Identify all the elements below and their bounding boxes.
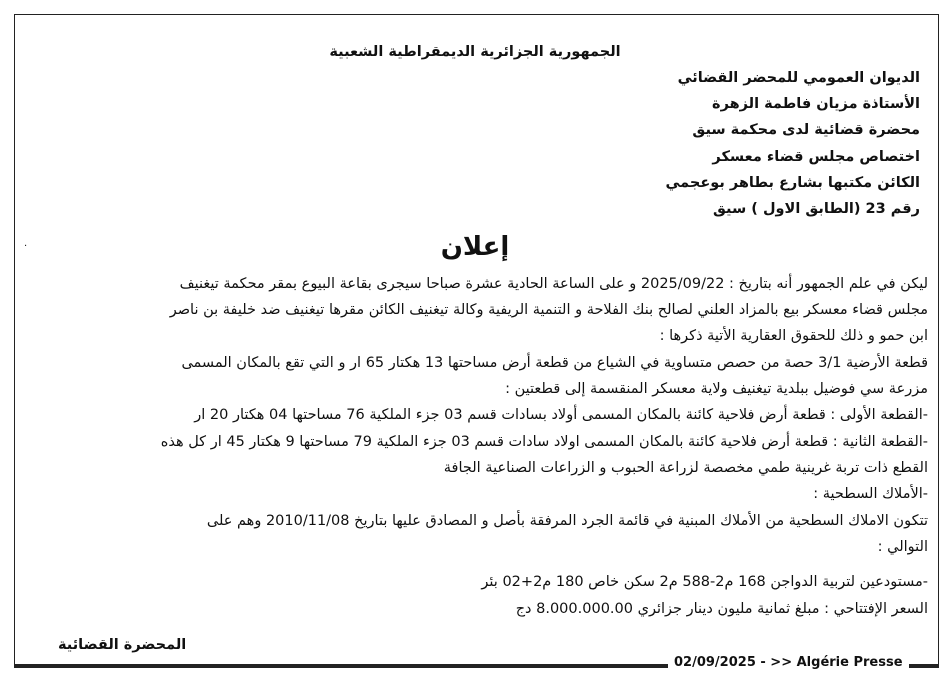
office-line-1: الديوان العمومي للمحضر القضائي bbox=[677, 70, 920, 86]
body-line-9: -الأملاك السطحية : bbox=[813, 486, 928, 502]
body-line-4: قطعة الأرضية 3/1 حصة من حصص متساوية في الشياع من قطعة أرض مساحتها 13 هكتار 65 ار و التي تقع بالمكان المسمى bbox=[181, 355, 928, 371]
announcement-title: إعلان bbox=[440, 232, 510, 262]
body-line-3: ابن حمو و ذلك للحقوق العقارية الأتية ذكرها : bbox=[659, 328, 928, 344]
stray-dot: · bbox=[24, 241, 28, 252]
office-line-3: محضرة قضائية لدى محكمة سيق bbox=[692, 122, 920, 138]
body-line-2: مجلس قضاء معسكر بيع بالمزاد العلني لصالح بنك الفلاحة و التنمية الريفية وكالة تيغنيف الكائن مقرها تيغنيف ضد خليفة بن ناصر bbox=[169, 302, 928, 318]
body-line-1: ليكن في علم الجمهور أنه بتاريخ : 2025/09/22 و على الساعة الحادية عشرة صباحا سيجرى بقاعة البيوع بمقر محكمة تيغنيف bbox=[179, 276, 928, 292]
office-line-4: اختصاص مجلس قضاء معسكر bbox=[712, 149, 920, 165]
body-line-10: تتكون الاملاك السطحية من الأملاك المبنية في قائمة الجرد المرفقة بأصل و المصادق عليها بتاريخ 2010/11/08 وهم على bbox=[206, 513, 928, 529]
office-line-6: رقم 23 (الطابق الاول ) سيق bbox=[712, 201, 920, 217]
body-line-6: -القطعة الأولى : قطعة أرض فلاحية كائنة بالمكان المسمى أولاد بسادات قسم 03 جزء الملكية 76 مساحتها 04 هكتار 20 ار bbox=[194, 407, 928, 423]
body-line-8: القطع ذات تربة غرينية طمي مخصصة لزراعة الحبوب و الزراعات الصناعية الجافة bbox=[443, 460, 928, 476]
body-line-11: التوالي : bbox=[877, 539, 928, 555]
footer-source: 02/09/2025 - >> Algérie Presse bbox=[668, 655, 909, 670]
body-line-7: -القطعة الثانية : قطعة أرض فلاحية كائنة بالمكان المسمى اولاد سادات قسم 03 جزء الملكية 79 مساحتها 9 هكتار 45 ار كل هذه bbox=[160, 434, 928, 450]
footer-rule-right bbox=[905, 664, 939, 668]
signature-label: المحضرة القضائية bbox=[58, 637, 187, 653]
office-line-5: الكائن مكتبها بشارع بطاهر بوعجمي bbox=[665, 175, 920, 191]
body-line-5: مزرعة سي فوضيل ببلدية تيغنيف ولاية معسكر المنقسمة إلى قطعتين : bbox=[505, 381, 928, 397]
republic-heading: الجمهورية الجزائرية الديمقراطية الشعبية bbox=[329, 44, 621, 60]
footer-rule-left bbox=[14, 664, 668, 668]
body-line-13: السعر الإفتتاحي : مبلغ ثمانية مليون دينار جزائري 8.000.000.00 دج bbox=[515, 601, 928, 617]
body-line-12: -مستودعين لتربية الدواجن 168 م2-588 م2 سكن خاص 180 م2+02 بئر bbox=[481, 574, 928, 590]
office-line-2: الأستاذة مزيان فاطمة الزهرة bbox=[712, 96, 920, 112]
footer-bar bbox=[0, 652, 950, 679]
